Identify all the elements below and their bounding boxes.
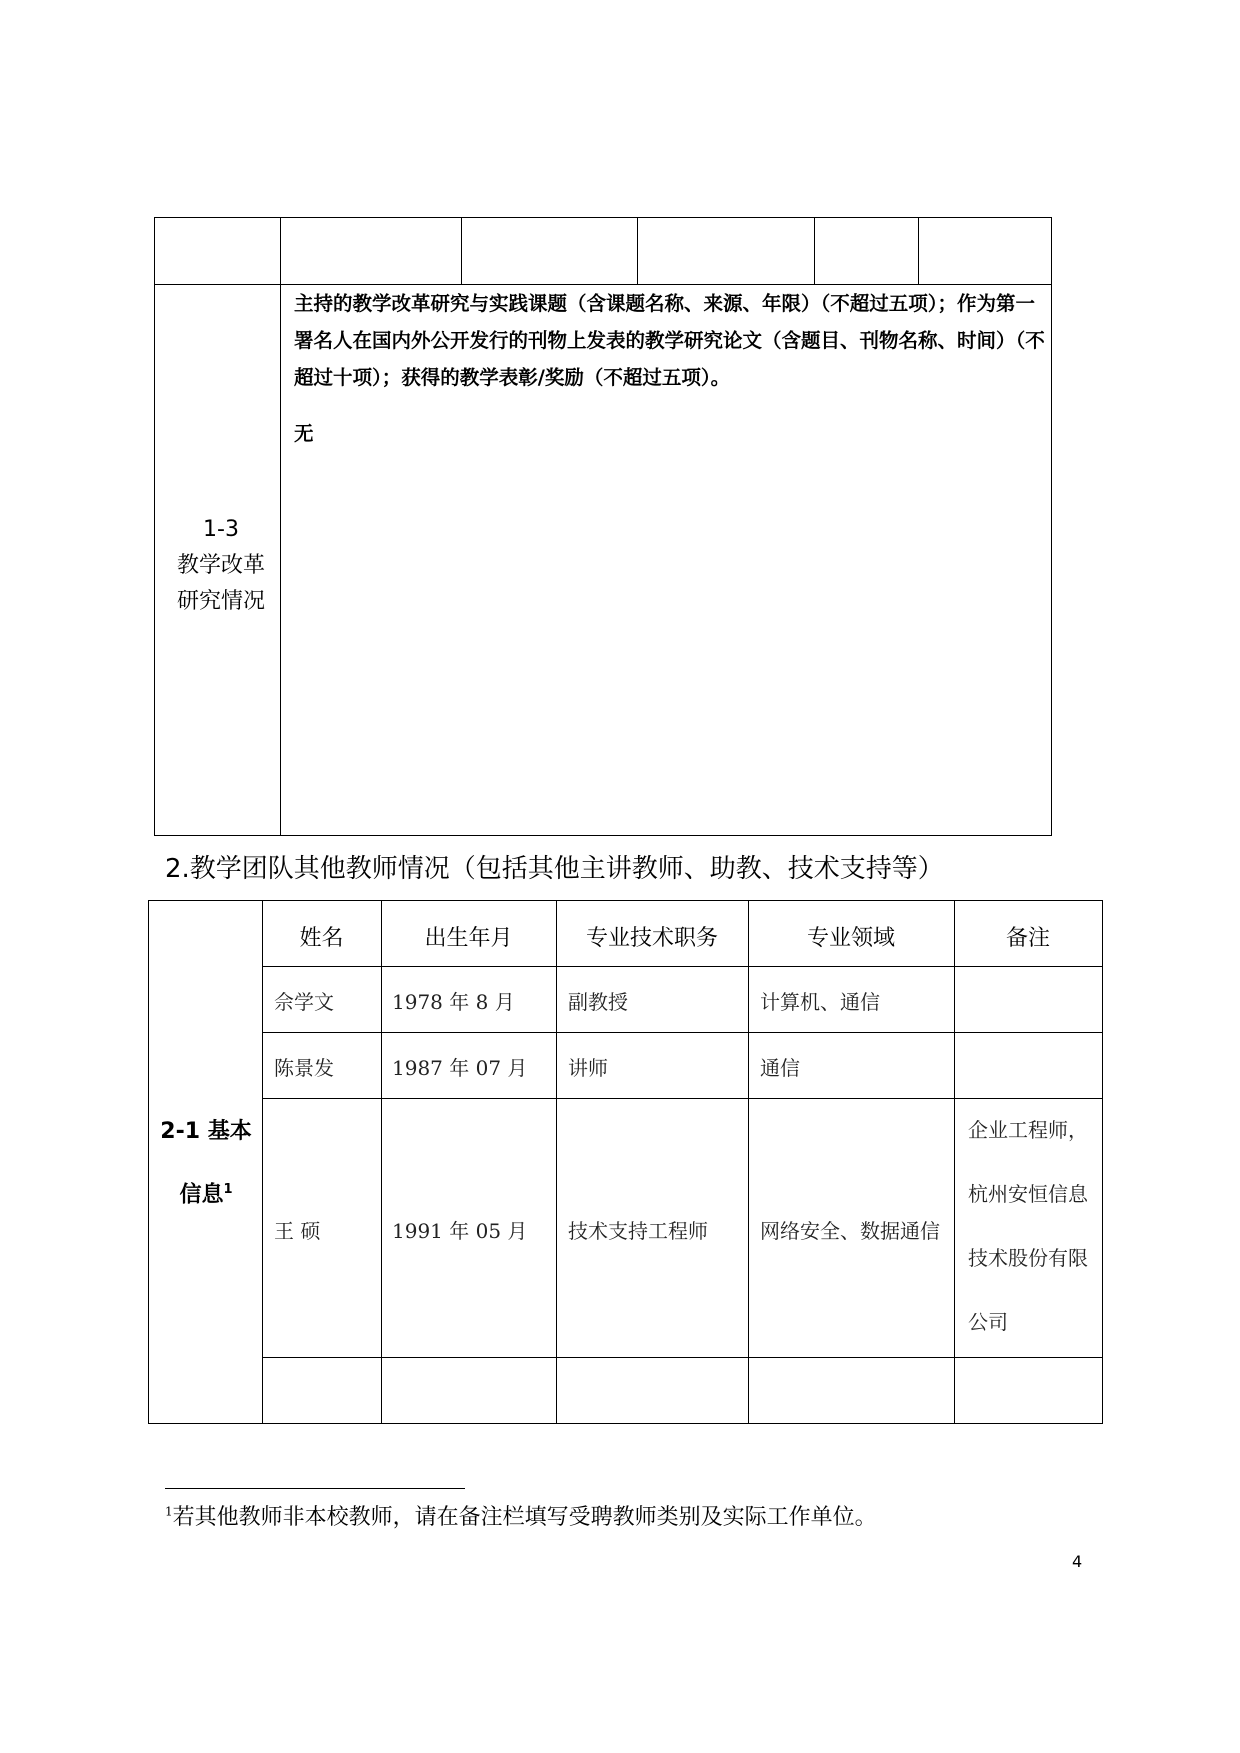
row3-note-line4: 公司	[968, 1310, 1008, 1334]
row2-title: 讲师	[568, 1056, 608, 1080]
section-1-3-content: 无	[294, 422, 314, 445]
row3-birth: 1991 年 05 月	[392, 1219, 528, 1243]
footnote	[165, 1500, 877, 1531]
row1-field: 计算机、通信	[760, 990, 880, 1014]
footnote-marker: 1	[223, 1182, 233, 1197]
footnote-separator	[165, 1488, 465, 1489]
header-title: 专业技术职务	[585, 926, 718, 951]
header-name: 姓名	[299, 926, 344, 951]
section-2-title: 2.教学团队其他教师情况（包括其他主讲教师、助教、技术支持等）	[165, 854, 944, 884]
section-1-3-title-line1: 教学改革	[176, 553, 265, 578]
header-note: 备注	[1005, 926, 1050, 951]
row2-name: 陈景发	[274, 1056, 334, 1080]
row2-field: 通信	[760, 1056, 800, 1080]
section-2-1-label-line1: 2-1 基本	[160, 1119, 252, 1144]
row3-field: 网络安全、数据通信	[760, 1219, 940, 1243]
row3-note-line2: 杭州安恒信息	[968, 1182, 1088, 1206]
section-1-3-label	[156, 512, 286, 620]
row1-name: 佘学文	[274, 990, 334, 1014]
footnote-number: 1	[165, 1504, 173, 1519]
row1-title: 副教授	[568, 990, 628, 1014]
row2-birth: 1987 年 07 月	[392, 1056, 528, 1080]
row3-note	[968, 1110, 1103, 1342]
row3-title: 技术支持工程师	[568, 1219, 708, 1243]
section-1-3-instruction: 主持的教学改革研究与实践课题（含课题名称、来源、年限）（不超过五项）；作为第一署名人在国内外公开发行的刊物上发表的教学研究论文（含题目、刊物名称、时间）（不超过十项）；获得的教学表彰/奖励（不超过五项）。	[294, 292, 1045, 389]
section-1-3-code: 1-3	[203, 517, 239, 542]
header-birth: 出生年月	[424, 926, 513, 951]
page-number: 4	[1072, 1552, 1083, 1571]
row3-name: 王 硕	[274, 1219, 321, 1243]
footnote-text: 若其他教师非本校教师，请在备注栏填写受聘教师类别及实际工作单位。	[172, 1505, 877, 1530]
row3-note-line3: 技术股份有限	[968, 1246, 1088, 1270]
section-2-1-label	[150, 1103, 262, 1224]
row3-note-line1: 企业工程师，	[968, 1118, 1088, 1142]
header-field: 专业领域	[806, 926, 895, 951]
row1-birth: 1978 年 8 月	[392, 990, 515, 1014]
section-2-1-label-line2	[150, 1161, 262, 1224]
section-1-3-title-line2: 研究情况	[176, 589, 265, 614]
section-2-1-label-text: 信息	[179, 1182, 224, 1208]
